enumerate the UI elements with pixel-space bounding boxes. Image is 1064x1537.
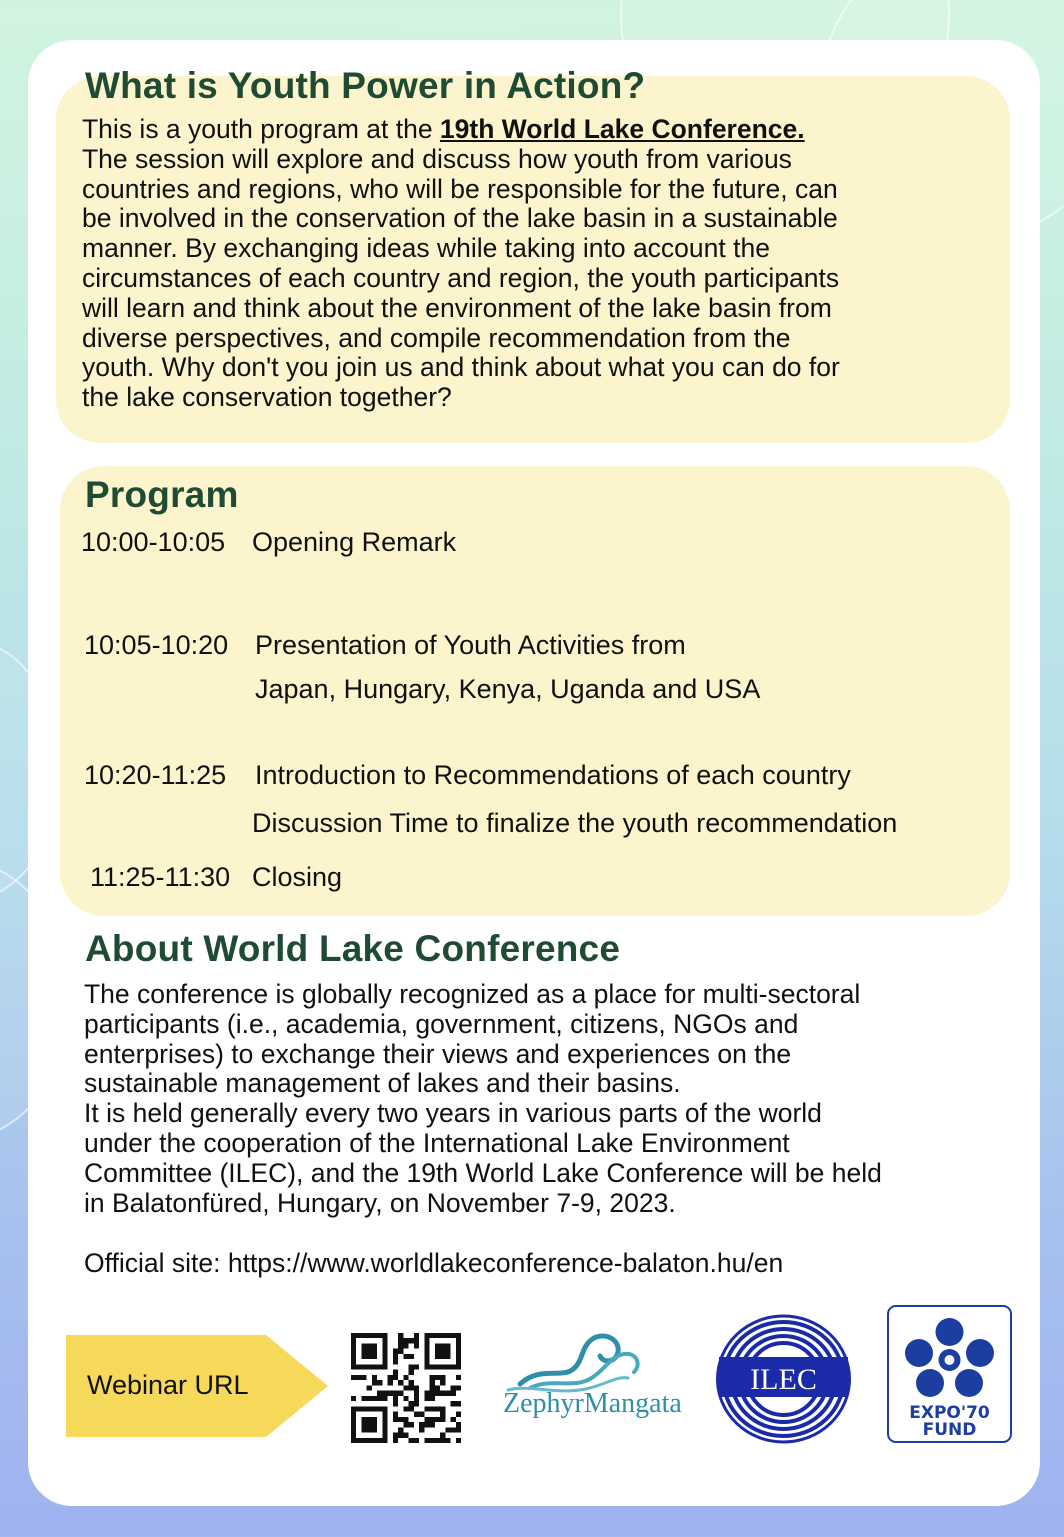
qr-module <box>351 1343 356 1348</box>
qr-module <box>356 1438 361 1443</box>
qr-module <box>440 1349 445 1354</box>
qr-module <box>361 1427 366 1432</box>
qr-module <box>456 1385 461 1390</box>
program-title: Closing <box>252 862 343 892</box>
qr-module <box>409 1438 414 1443</box>
intro-line: the lake conservation together? <box>82 382 452 413</box>
qr-module <box>440 1391 445 1396</box>
qr-module <box>456 1412 461 1417</box>
intro-line: The session will explore and discuss how youth from various <box>82 143 792 174</box>
qr-module <box>414 1396 419 1401</box>
program-time: 10:05-10:20 <box>84 630 229 660</box>
qr-module <box>414 1338 419 1343</box>
qr-module <box>440 1417 445 1422</box>
qr-module <box>440 1412 445 1417</box>
qr-module <box>451 1427 456 1432</box>
qr-module <box>435 1354 440 1359</box>
qr-module <box>393 1438 398 1443</box>
conference-link[interactable]: 19th World Lake Conference. <box>439 114 805 144</box>
qr-module <box>367 1349 372 1354</box>
qr-module <box>351 1364 356 1369</box>
qr-module <box>435 1349 440 1354</box>
qr-module <box>398 1433 403 1438</box>
qr-module <box>451 1417 456 1422</box>
qr-module <box>351 1338 356 1343</box>
qr-module <box>377 1396 382 1401</box>
qr-module <box>440 1333 445 1338</box>
intro-line: circumstances of each country and region, the youth participants <box>82 262 840 293</box>
qr-module <box>414 1343 419 1348</box>
program-heading: Program <box>85 474 239 515</box>
qr-module <box>403 1417 408 1422</box>
qr-module <box>430 1364 435 1369</box>
qr-module <box>430 1422 435 1427</box>
qr-module <box>409 1370 414 1375</box>
program-time: 10:20-11:25 <box>84 760 227 790</box>
qr-module <box>377 1438 382 1443</box>
program-time: 10:00-10:05 <box>81 527 226 557</box>
program-title: Opening Remark <box>252 527 457 557</box>
intro-line: diverse perspectives, and compile recommendation from the <box>82 322 791 353</box>
qr-module <box>409 1364 414 1369</box>
qr-module <box>403 1354 408 1359</box>
about-line: under the cooperation of the International Lake Environment <box>84 1127 790 1158</box>
qr-module <box>377 1364 382 1369</box>
qr-module <box>424 1354 429 1359</box>
qr-module <box>440 1364 445 1369</box>
qr-module <box>419 1412 424 1417</box>
qr-module <box>367 1333 372 1338</box>
qr-module <box>456 1354 461 1359</box>
qr-module <box>414 1364 419 1369</box>
qr-module <box>351 1354 356 1359</box>
about-line: in Balatonfüred, Hungary, on November 7-9, 2023. <box>84 1187 676 1218</box>
qr-module <box>372 1427 377 1432</box>
qr-module <box>393 1370 398 1375</box>
qr-module <box>445 1354 450 1359</box>
qr-module <box>361 1438 366 1443</box>
qr-module <box>456 1349 461 1354</box>
qr-module <box>367 1417 372 1422</box>
qr-module <box>430 1333 435 1338</box>
qr-module <box>403 1433 408 1438</box>
qr-module <box>367 1385 372 1390</box>
qr-module <box>382 1417 387 1422</box>
qr-module <box>356 1364 361 1369</box>
qr-module <box>372 1333 377 1338</box>
qr-module <box>382 1354 387 1359</box>
qr-module <box>361 1343 366 1348</box>
about-line: Committee (ILEC), and the 19th World Lake Conference will be held <box>84 1157 882 1188</box>
qr-module <box>424 1396 429 1401</box>
qr-module <box>393 1401 398 1406</box>
qr-module <box>382 1349 387 1354</box>
qr-module <box>440 1375 445 1380</box>
qr-module <box>403 1422 408 1427</box>
qr-module <box>382 1333 387 1338</box>
qr-module <box>445 1349 450 1354</box>
qr-module <box>414 1385 419 1390</box>
qr-module <box>382 1438 387 1443</box>
qr-module <box>382 1391 387 1396</box>
qr-module <box>361 1422 366 1427</box>
qr-module <box>398 1380 403 1385</box>
qr-module <box>451 1391 456 1396</box>
qr-module <box>398 1391 403 1396</box>
qr-module <box>382 1343 387 1348</box>
qr-module <box>414 1412 419 1417</box>
qr-module <box>356 1375 361 1380</box>
qr-module <box>430 1406 435 1411</box>
qr-module <box>351 1375 356 1380</box>
qr-module <box>456 1338 461 1343</box>
qr-module <box>388 1380 393 1385</box>
qr-module <box>372 1354 377 1359</box>
qr-module <box>445 1438 450 1443</box>
qr-module <box>451 1333 456 1338</box>
qr-module <box>445 1364 450 1369</box>
qr-module <box>456 1343 461 1348</box>
qr-module <box>398 1427 403 1432</box>
qr-module <box>445 1427 450 1432</box>
qr-module <box>382 1427 387 1432</box>
qr-module <box>435 1406 440 1411</box>
qr-module <box>435 1343 440 1348</box>
qr-module <box>409 1406 414 1411</box>
qr-module <box>367 1364 372 1369</box>
expo70-fund-logo <box>886 1304 1013 1444</box>
qr-module <box>430 1391 435 1396</box>
qr-module <box>393 1375 398 1380</box>
qr-module <box>440 1354 445 1359</box>
qr-module <box>424 1391 429 1396</box>
qr-module <box>419 1427 424 1432</box>
qr-module <box>430 1380 435 1385</box>
qr-module <box>419 1422 424 1427</box>
qr-module <box>451 1385 456 1390</box>
qr-module <box>424 1349 429 1354</box>
qr-module <box>430 1417 435 1422</box>
qr-module <box>414 1438 419 1443</box>
qr-module <box>361 1354 366 1359</box>
qr-module <box>435 1391 440 1396</box>
qr-module <box>382 1422 387 1427</box>
qr-module <box>382 1406 387 1411</box>
intro-line: be involved in the conservation of the lake basin in a sustainable <box>82 203 838 234</box>
expo-wordmark-line2: FUND <box>922 1420 977 1440</box>
qr-module <box>351 1438 356 1443</box>
qr-module <box>382 1433 387 1438</box>
intro-lead-line <box>82 115 840 145</box>
qr-module <box>424 1364 429 1369</box>
qr-module <box>435 1438 440 1443</box>
about-line: sustainable management of lakes and their basins. <box>84 1068 681 1099</box>
qr-module <box>414 1401 419 1406</box>
qr-module <box>456 1438 461 1443</box>
qr-module <box>409 1380 414 1385</box>
qr-module <box>382 1359 387 1364</box>
qr-module <box>440 1438 445 1443</box>
qr-module <box>367 1343 372 1348</box>
qr-module <box>409 1354 414 1359</box>
qr-module <box>398 1343 403 1348</box>
qr-module <box>372 1380 377 1385</box>
qr-module <box>456 1364 461 1369</box>
qr-module <box>424 1417 429 1422</box>
qr-module <box>377 1333 382 1338</box>
qr-module <box>409 1338 414 1343</box>
qr-module <box>367 1438 372 1443</box>
about-paragraph <box>84 980 882 1218</box>
qr-module <box>440 1406 445 1411</box>
qr-module <box>445 1333 450 1338</box>
qr-module <box>393 1417 398 1422</box>
qr-module <box>367 1406 372 1411</box>
qr-module <box>361 1375 366 1380</box>
qr-module <box>456 1427 461 1432</box>
qr-module <box>435 1333 440 1338</box>
program-title-continued: Japan, Hungary, Kenya, Uganda and USA <box>255 674 761 704</box>
qr-module <box>424 1422 429 1427</box>
qr-module <box>403 1396 408 1401</box>
qr-module <box>409 1401 414 1406</box>
qr-module <box>430 1385 435 1390</box>
about-line: It is held generally every two years in various parts of the world <box>84 1098 822 1129</box>
qr-module <box>430 1375 435 1380</box>
qr-module <box>393 1354 398 1359</box>
qr-module <box>351 1349 356 1354</box>
qr-module <box>403 1343 408 1348</box>
qr-module <box>393 1412 398 1417</box>
intro-line: will learn and think about the environment of the lake basin from <box>82 292 832 323</box>
qr-module <box>361 1396 366 1401</box>
qr-module <box>377 1406 382 1411</box>
qr-module <box>398 1349 403 1354</box>
qr-module <box>456 1359 461 1364</box>
qr-module <box>372 1343 377 1348</box>
qr-module <box>393 1396 398 1401</box>
about-line: enterprises) to exchange their views and experiences on the <box>84 1038 792 1069</box>
qr-module <box>361 1417 366 1422</box>
intro-heading: What is Youth Power in Action? <box>85 65 646 106</box>
qr-module <box>367 1422 372 1427</box>
qr-module <box>451 1364 456 1369</box>
qr-module <box>440 1433 445 1438</box>
qr-module <box>456 1401 461 1406</box>
qr-module <box>393 1433 398 1438</box>
qr-module <box>361 1406 366 1411</box>
qr-module <box>398 1417 403 1422</box>
qr-module <box>367 1354 372 1359</box>
zephyr-mangata-wordmark: ZephyrMangata <box>503 1388 682 1419</box>
about-heading: About World Lake Conference <box>85 928 621 969</box>
qr-module <box>451 1401 456 1406</box>
qr-module <box>403 1385 408 1390</box>
qr-module <box>445 1391 450 1396</box>
qr-module <box>372 1364 377 1369</box>
qr-module <box>351 1396 356 1401</box>
qr-module <box>351 1427 356 1432</box>
intro-paragraph <box>82 115 840 413</box>
program-title: Presentation of Youth Activities from <box>255 630 686 660</box>
qr-module <box>382 1364 387 1369</box>
program-time: 11:25-11:30 <box>90 862 231 892</box>
qr-module <box>456 1333 461 1338</box>
qr-module <box>424 1359 429 1364</box>
qr-module <box>377 1391 382 1396</box>
ilec-logo <box>715 1313 852 1445</box>
qr-module <box>430 1396 435 1401</box>
qr-module <box>445 1343 450 1348</box>
about-line: The conference is globally recognized as a place for multi-sectoral <box>84 979 861 1009</box>
qr-module <box>424 1438 429 1443</box>
qr-module <box>403 1338 408 1343</box>
qr-module <box>351 1422 356 1427</box>
qr-module <box>414 1333 419 1338</box>
qr-module <box>409 1422 414 1427</box>
expo-wordmark-line1: EXPO'70 <box>909 1403 990 1423</box>
qr-module <box>367 1396 372 1401</box>
qr-module <box>372 1396 377 1401</box>
program-title-continued: Discussion Time to finalize the youth recommendation <box>252 808 898 838</box>
qr-module <box>388 1375 393 1380</box>
qr-module <box>435 1375 440 1380</box>
qr-module <box>377 1380 382 1385</box>
qr-module <box>356 1406 361 1411</box>
qr-module <box>435 1364 440 1369</box>
qr-module <box>351 1417 356 1422</box>
qr-module <box>372 1406 377 1411</box>
qr-module <box>372 1438 377 1443</box>
qr-module <box>456 1375 461 1380</box>
qr-module <box>414 1391 419 1396</box>
intro-line: manner. By exchanging ideas while taking into account the <box>82 233 770 264</box>
intro-line: youth. Why don't you join us and think about what you can do for <box>82 352 840 383</box>
qr-module <box>372 1417 377 1422</box>
qr-module <box>382 1396 387 1401</box>
qr-module <box>361 1349 366 1354</box>
qr-module <box>424 1338 429 1343</box>
ilec-wordmark: ILEC <box>750 1363 817 1396</box>
qr-module <box>440 1343 445 1348</box>
intro-lead: This is a youth program at the <box>82 114 440 144</box>
qr-module <box>398 1338 403 1343</box>
qr-module <box>382 1412 387 1417</box>
qr-module <box>435 1417 440 1422</box>
qr-module <box>367 1427 372 1432</box>
qr-module <box>372 1375 377 1380</box>
qr-module <box>424 1343 429 1348</box>
program-title: Introduction to Recommendations of each country <box>255 760 851 790</box>
qr-module <box>403 1375 408 1380</box>
qr-module <box>456 1422 461 1427</box>
qr-module <box>356 1333 361 1338</box>
about-line: participants (i.e., academia, government, citizens, NGOs and <box>84 1008 799 1039</box>
qr-module <box>372 1422 377 1427</box>
qr-module <box>435 1385 440 1390</box>
qr-module <box>393 1391 398 1396</box>
qr-module <box>372 1349 377 1354</box>
qr-module <box>351 1333 356 1338</box>
qr-module <box>351 1433 356 1438</box>
qr-module <box>398 1333 403 1338</box>
qr-module <box>351 1406 356 1411</box>
qr-module <box>430 1438 435 1443</box>
qr-module <box>409 1385 414 1390</box>
qr-module <box>361 1333 366 1338</box>
qr-module <box>388 1391 393 1396</box>
qr-module <box>351 1412 356 1417</box>
qr-module <box>393 1359 398 1364</box>
qr-module <box>440 1380 445 1385</box>
webinar-url-label[interactable]: Webinar URL <box>87 1370 249 1400</box>
qr-module <box>393 1349 398 1354</box>
qr-code[interactable] <box>350 1333 462 1443</box>
intro-line: countries and regions, who will be responsible for the future, can <box>82 173 838 204</box>
official-site-link[interactable]: Official site: https://www.worldlakeconference-balaton.hu/en <box>84 1248 784 1278</box>
qr-module <box>361 1364 366 1369</box>
qr-module <box>403 1406 408 1411</box>
qr-module <box>424 1333 429 1338</box>
qr-module <box>424 1406 429 1411</box>
qr-module <box>351 1359 356 1364</box>
qr-module <box>382 1338 387 1343</box>
